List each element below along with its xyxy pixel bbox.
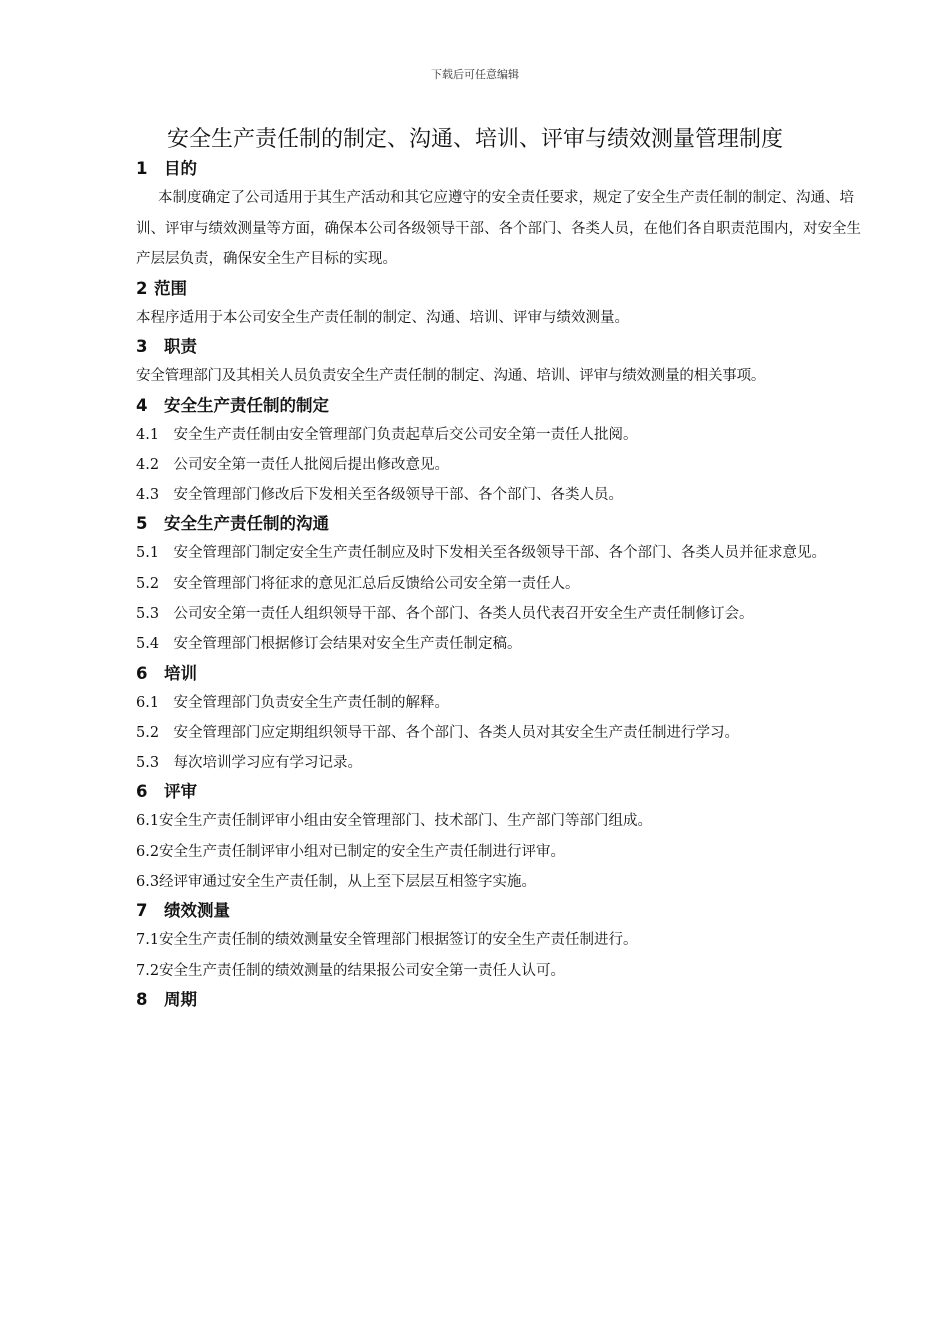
- section-paragraph: 安全管理部门及其相关人员负责安全生产责任制的制定、沟通、培训、评审与绩效测量的相关事项。: [136, 368, 766, 384]
- list-item: 5.2 安全管理部门将征求的意见汇总后反馈给公司安全第一责任人。: [136, 575, 580, 592]
- list-item: 4.1 安全生产责任制由安全管理部门负责起草后交公司安全第一责任人批阅。: [136, 426, 638, 443]
- section-number: 5: [136, 514, 148, 534]
- document-title: 安全生产责任制的制定、沟通、培训、评审与绩效测量管理制度: [166, 127, 783, 152]
- list-item: 5.1 安全管理部门制定安全生产责任制应及时下发相关至各级领导干部、各个部门、各类人员并征求意见。: [136, 545, 827, 562]
- section-heading-communication: [136, 510, 866, 538]
- list-item: 5.3 公司安全第一责任人组织领导干部、各个部门、各类人员代表召开安全生产责任制修订会。: [136, 605, 754, 622]
- document-body: [136, 155, 866, 1014]
- list-item: 5.2 安全管理部门应定期组织领导干部、各个部门、各类人员对其安全生产责任制进行学习。: [136, 724, 740, 741]
- section-title: 目的: [164, 159, 197, 178]
- section-number: 3: [136, 337, 148, 356]
- list-item: 6.3经评审通过安全生产责任制，从上至下层层互相签字实施。: [136, 874, 537, 891]
- section-number: 6: [136, 782, 148, 802]
- list-item: 7.1安全生产责任制的绩效测量安全管理部门根据签订的安全生产责任制进行。: [136, 932, 638, 949]
- section-title: 评审: [164, 782, 197, 802]
- section-title: 绩效测量: [164, 901, 230, 921]
- list-item: 6.2安全生产责任制评审小组对已制定的安全生产责任制进行评审。: [136, 843, 566, 860]
- list-item: 5.3 每次培训学习应有学习记录。: [136, 755, 363, 772]
- section-paragraph: 本程序适用于本公司安全生产责任制的制定、沟通、培训、评审与绩效测量。: [136, 309, 629, 326]
- section-title: 安全生产责任制的沟通: [164, 514, 329, 534]
- section-heading-responsibility: [136, 333, 866, 361]
- list-item: 6.1 安全管理部门负责安全生产责任制的解释。: [136, 694, 450, 711]
- list-item: 4.3 安全管理部门修改后下发相关至各级领导干部、各个部门、各类人员。: [136, 487, 624, 504]
- section-title: 职责: [164, 337, 197, 356]
- section-number: 8: [136, 989, 148, 1009]
- header-note: 下载后可任意编辑: [431, 68, 519, 81]
- section-number: 4: [136, 395, 148, 415]
- list-item: 4.2 公司安全第一责任人批阅后提出修改意见。: [136, 456, 450, 473]
- section-heading-period: [136, 986, 866, 1014]
- section-number: 7: [136, 901, 148, 921]
- section-heading-purpose: [136, 155, 866, 183]
- section-heading-training: [136, 660, 866, 688]
- section-heading-scope: [136, 275, 866, 303]
- section-heading-performance: [136, 897, 866, 925]
- section-title: 安全生产责任制的制定: [164, 395, 329, 415]
- section-title: 周期: [164, 989, 197, 1009]
- section-title: 范围: [154, 278, 187, 298]
- list-item: 5.4 安全管理部门根据修订会结果对安全生产责任制定稿。: [136, 636, 522, 653]
- section-heading-formulation: [136, 392, 866, 420]
- list-item: 6.1安全生产责任制评审小组由安全管理部门、技术部门、生产部门等部门组成。: [136, 813, 653, 830]
- section-paragraph: 本制度确定了公司适用于其生产活动和其它应遵守的安全责任要求，规定了安全生产责任制的制定、沟通、培训、评审与绩效测量等方面，确保本公司各级领导干部、各个部门、各类人员，在他们各自职责范围内，对安全生产层层负责，确保安全生产目标的实现。: [136, 190, 861, 267]
- section-number: 1: [136, 159, 148, 178]
- section-heading-review: [136, 778, 866, 806]
- list-item: 7.2安全生产责任制的绩效测量的结果报公司安全第一责任人认可。: [136, 962, 566, 979]
- section-number: 6: [136, 663, 148, 683]
- section-title: 培训: [164, 663, 197, 683]
- section-number: 2: [136, 278, 148, 298]
